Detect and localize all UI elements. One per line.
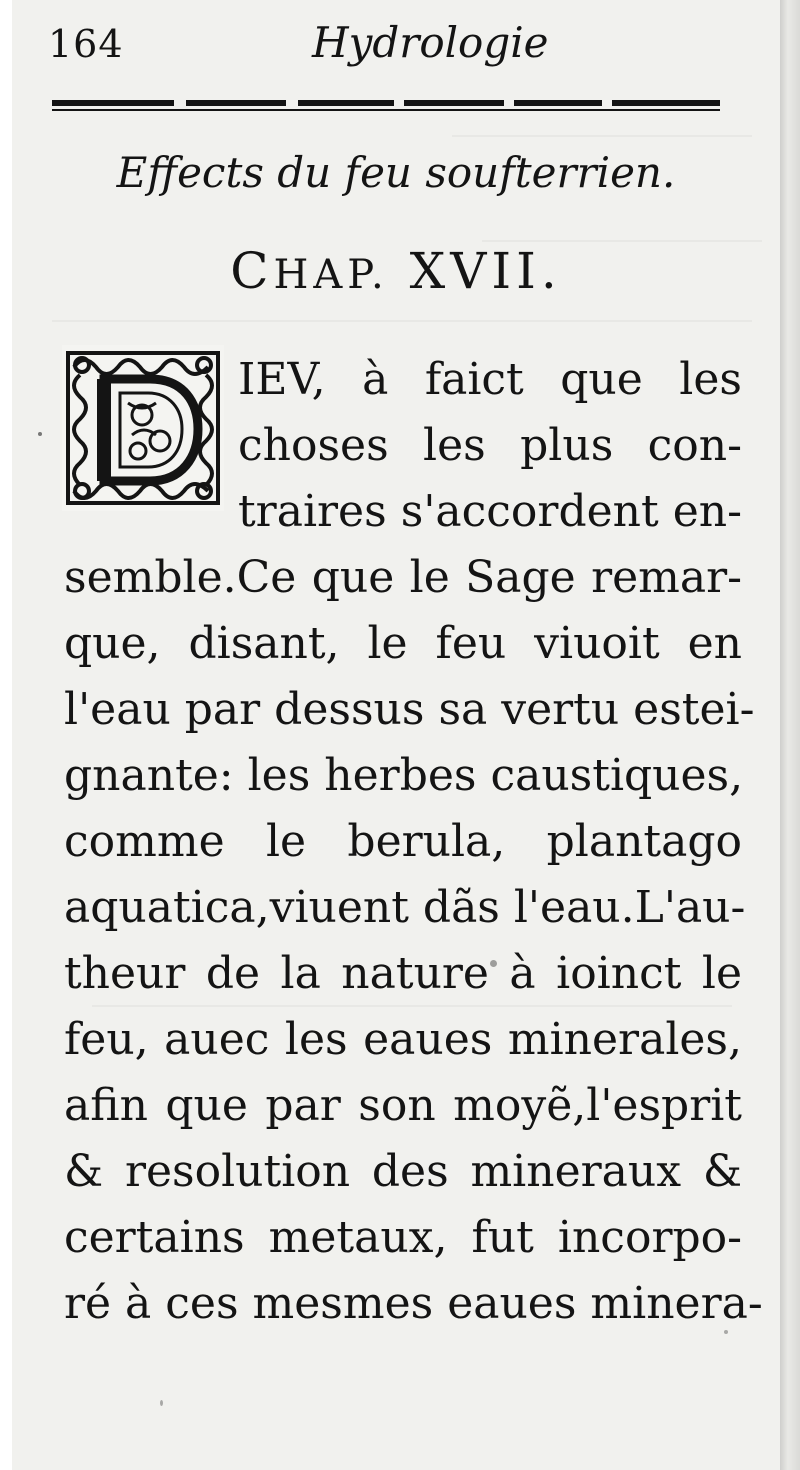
page-number: 164	[48, 22, 124, 66]
show-through-line	[52, 320, 752, 322]
body-line-10: theur de la nature à ioinct le	[64, 948, 742, 999]
body-line-11: feu, auec les eaues minerales,	[64, 1014, 742, 1065]
chapter-heading	[12, 242, 780, 300]
paper-speck	[724, 1330, 728, 1334]
paper-speck	[38, 432, 42, 436]
decorated-initial-letter	[62, 345, 224, 511]
body-line-8: comme le berula, plantago	[64, 816, 742, 867]
head-rule	[52, 100, 720, 112]
paper-speck	[490, 960, 497, 967]
body-line-2: choses les plus con-	[238, 420, 742, 471]
paper-speck	[160, 1400, 163, 1406]
running-title: Hydrologie	[312, 18, 549, 67]
body-line-15: ré à ces mesmes eaues minera-	[64, 1278, 763, 1329]
body-line-9: aquatica,viuent dãs l'eau.L'au-	[64, 882, 746, 933]
body-line-1: IEV, à faict que les	[238, 354, 742, 405]
show-through-line	[452, 135, 752, 137]
body-line-5: que, disant, le feu viuoit en	[64, 618, 742, 669]
ornament-icon	[62, 345, 224, 511]
chapter-label-rest: HAP.	[273, 252, 389, 298]
body-line-6: l'eau par dessus sa vertu estei-	[64, 684, 755, 735]
initial-letter-d-shape	[104, 379, 198, 481]
running-head	[12, 18, 780, 78]
body-line-14: certains metaux, fut incorpo-	[64, 1212, 742, 1263]
chapter-numeral: XVII.	[409, 242, 562, 300]
body-line-7: gnante: les herbes caustiques,	[64, 750, 744, 801]
section-title: Effects du feu soufterrien.	[116, 148, 676, 197]
body-line-13: & resolution des mineraux &	[64, 1146, 742, 1197]
show-through-line	[92, 1005, 732, 1007]
body-line-3: traires s'accordent en-	[238, 486, 742, 537]
page-edge	[780, 0, 800, 1470]
book-page	[12, 0, 780, 1470]
body-line-12: afin que par son moyẽ,l'esprit	[64, 1080, 742, 1131]
chapter-label-initial: C	[230, 242, 274, 300]
body-line-4: semble.Ce que le Sage remar-	[64, 552, 742, 603]
